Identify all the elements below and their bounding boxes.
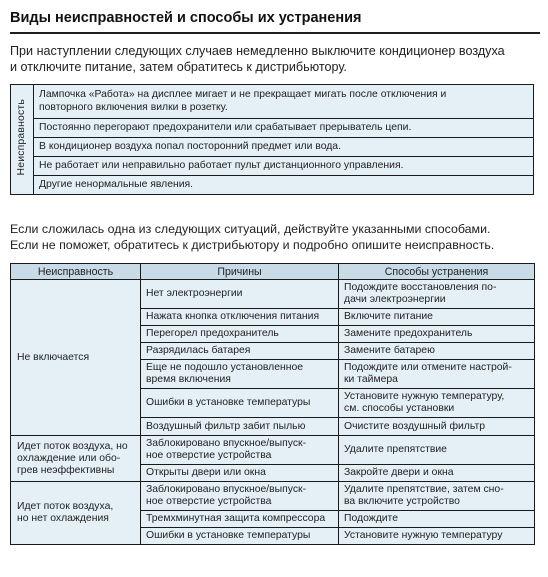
warning-table <box>10 84 534 195</box>
cause-line: Заблокировано впускное/выпуск- <box>146 438 307 449</box>
cause-cell <box>141 482 339 511</box>
page-title: Виды неисправностей и способы их устранения <box>10 9 540 34</box>
remedy-line: Очистите воздушный фильтр <box>344 420 486 432</box>
warning-row <box>34 138 534 157</box>
intro-line: и отключите питание, затем обратитесь к дистрибьютору. <box>10 60 347 74</box>
table-row <box>11 482 535 511</box>
remedy-line: Удалите препятствие, затем сно- <box>344 484 504 495</box>
cause-line: ное отверстие устройства <box>146 450 272 461</box>
fault-cell <box>11 280 141 436</box>
cause-cell <box>141 389 339 418</box>
warning-row-line: Не работает или неправильно работает пульт дистанционного управления. <box>39 159 404 171</box>
warning-row-line: повторного включения вилки в розетку. <box>39 101 228 113</box>
cause-cell <box>141 326 339 343</box>
warning-row <box>34 85 534 119</box>
cause-cell <box>141 528 339 545</box>
cause-line: Перегорел предохранитель <box>146 328 279 339</box>
cause-line: Разрядилась батарея <box>146 345 251 356</box>
warning-row <box>34 119 534 138</box>
warning-side-label-cell <box>11 85 34 195</box>
cause-line: время включения <box>146 374 231 385</box>
remedy-line: Установите нужную температуру <box>344 530 503 541</box>
warning-side-label: Неисправность <box>15 99 27 176</box>
warning-row-line: Другие ненормальные явления. <box>39 178 194 190</box>
instructions-line: Если сложилась одна из следующих ситуаций, действуйте указанными способами. <box>10 222 491 236</box>
cause-cell <box>141 360 339 389</box>
remedy-line: дачи электроэнергии <box>344 294 446 305</box>
remedy-line: см. способы установки <box>344 403 455 414</box>
instructions-line: Если не поможет, обратитесь к дистрибьютору и подробно опишите неисправность. <box>10 238 495 252</box>
cause-line: Открыты двери или окна <box>146 467 266 478</box>
cause-line: Заблокировано впускное/выпуск- <box>146 484 307 495</box>
cause-line: Еще не подошло установленное <box>146 362 304 373</box>
troubleshooting-table <box>10 263 535 545</box>
cause-cell <box>141 309 339 326</box>
fault-line: Идет поток воздуха, <box>17 501 114 512</box>
cause-line: Тремхминутная защита компрессора <box>146 513 326 524</box>
cause-line: Ошибки в установке температуры <box>146 530 311 541</box>
remedy-line: Включите питание <box>344 311 433 322</box>
remedy-cell <box>339 465 535 482</box>
remedy-cell <box>339 360 535 389</box>
remedy-cell <box>339 436 535 465</box>
remedy-cell <box>339 528 535 545</box>
cause-cell <box>141 436 339 465</box>
header-causes: Причины <box>141 264 339 280</box>
remedy-cell <box>339 309 535 326</box>
remedy-line: Подождите восстановления по- <box>344 282 497 293</box>
fault-line: охлаждение или обо- <box>17 452 121 464</box>
cause-cell <box>141 511 339 528</box>
warning-row-line: Постоянно перегорают предохранители или срабатывает прерыватель цепи. <box>39 121 412 133</box>
cause-line: Нажата кнопка отключения питания <box>146 311 320 322</box>
remedy-line: Подождите или отмените настрой- <box>344 362 512 373</box>
instructions-paragraph <box>10 221 544 253</box>
fault-line: Не включается <box>17 351 90 363</box>
remedy-cell <box>339 511 535 528</box>
table-row <box>11 280 535 309</box>
intro-line: При наступлении следующих случаев немедленно выключите кондиционер воздуха <box>10 44 505 58</box>
remedy-line: ва включите устройство <box>344 496 460 507</box>
cause-cell <box>141 465 339 482</box>
remedy-cell <box>339 482 535 511</box>
remedy-line: Закройте двери и окна <box>344 467 454 478</box>
header-remedies: Способы устранения <box>339 264 535 280</box>
remedy-line: Установите нужную температуру, <box>344 391 505 402</box>
cause-line: Нет электроэнергии <box>146 288 243 299</box>
cause-line: Ошибки в установке температуры <box>146 397 311 408</box>
fault-line: но нет охлаждения <box>17 513 109 524</box>
fault-cell <box>11 436 141 482</box>
troubleshooting-body <box>11 280 535 545</box>
remedy-line: Удалите препятствие <box>344 444 447 455</box>
warning-row-line: Лампочка «Работа» на дисплее мигает и не прекращает мигать после отключения и <box>39 89 447 100</box>
cause-line: Воздушный фильтр забит пылью <box>146 420 306 432</box>
remedy-line: Замените батарею <box>344 345 435 356</box>
remedy-line: Подождите <box>344 513 398 524</box>
cause-cell <box>141 418 339 436</box>
fault-line: грев неэффективны <box>17 464 115 476</box>
remedy-cell <box>339 343 535 360</box>
remedy-cell <box>339 418 535 436</box>
remedy-line: ки таймера <box>344 374 398 385</box>
remedy-cell <box>339 389 535 418</box>
cause-cell <box>141 343 339 360</box>
cause-line: ное отверстие устройства <box>146 496 272 507</box>
warning-row-line: В кондиционер воздуха попал посторонний предмет или вода. <box>39 140 341 152</box>
cause-cell <box>141 280 339 309</box>
remedy-cell <box>339 280 535 309</box>
fault-cell <box>11 482 141 545</box>
table-row <box>11 436 535 465</box>
remedy-cell <box>339 326 535 343</box>
remedy-line: Замените предохранитель <box>344 328 473 339</box>
header-fault: Неисправность <box>11 264 141 280</box>
warning-row <box>34 176 534 195</box>
warning-row <box>34 157 534 176</box>
intro-paragraph <box>10 43 540 75</box>
fault-line: Идет поток воздуха, но <box>17 440 128 452</box>
